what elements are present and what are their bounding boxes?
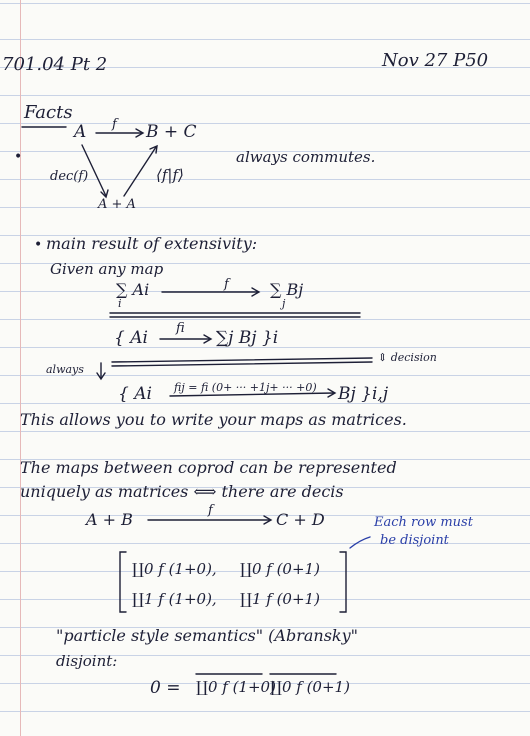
- index-j: j: [282, 297, 286, 310]
- extensivity-heading: main result of extensivity:: [46, 234, 258, 253]
- disjoint-label: disjoint:: [56, 652, 118, 670]
- matrix-entry-2-2: ∐1 f (0+1): [240, 590, 320, 608]
- sum-bj: ∑ Bj: [270, 280, 304, 299]
- arrow-label-f: f: [112, 117, 117, 132]
- index-i: i: [118, 297, 122, 310]
- arrow-label-fi: fi: [176, 321, 185, 336]
- matrix-entry-1-1: ∐0 f (1+0),: [132, 560, 217, 578]
- matrices-conclusion: This allows you to write your maps as matrices.: [20, 410, 407, 429]
- bottom-family-bj: Bj }i,j: [338, 384, 389, 404]
- always-label: always: [46, 363, 84, 376]
- page-date: Nov 27 P50: [382, 50, 489, 71]
- family-ai: { Ai: [114, 328, 148, 348]
- row-note-line-1: Each row must: [374, 515, 473, 530]
- map-dec-f: dec(f): [50, 169, 89, 184]
- facts-heading: Facts: [24, 102, 73, 123]
- arrow-label-fij: fij = fi (0+ ··· +1j+ ··· +0): [174, 381, 317, 394]
- sum-ai: ∑ Ai: [116, 280, 150, 299]
- arrow-label-f: f: [208, 503, 213, 518]
- row-note-line-2: be disjoint: [380, 533, 449, 548]
- page-id: 701.04 Pt 2: [2, 54, 108, 75]
- node-a: A: [74, 122, 87, 142]
- bullet: •: [14, 149, 23, 165]
- node-b-plus-c: B + C: [146, 122, 197, 142]
- family-sum-bj: ∑j Bj }i: [216, 328, 279, 348]
- decision-label: ⇕ decision: [378, 351, 437, 364]
- equation-lhs: 0 =: [150, 678, 181, 698]
- equation-term-2: ∐0 f (0+1): [270, 678, 350, 696]
- bullet: •: [34, 237, 43, 253]
- matrix-entry-2-1: ∐1 f (1+0),: [132, 590, 217, 608]
- equation-term-1: ∐0 f (1+0): [196, 678, 276, 696]
- node-a-plus-a: A + A: [98, 197, 136, 212]
- semantics-quote: "particle style semantics" (Abransky": [56, 626, 359, 645]
- coprod-line-2: uniquely as matrices ⟺ there are decis: [20, 482, 344, 501]
- domain-a-plus-b: A + B: [86, 510, 133, 529]
- given-line: Given any map: [50, 260, 164, 278]
- codomain-c-plus-d: C + D: [276, 510, 325, 529]
- map-copair-f: ⟨f|f⟩: [156, 166, 184, 184]
- arrow-label-f: f: [224, 277, 229, 292]
- commutes-note: always commutes.: [236, 148, 376, 166]
- matrix-entry-1-2: ∐0 f (0+1): [240, 560, 320, 578]
- bottom-family-ai: { Ai: [118, 384, 152, 404]
- coprod-line-1: The maps between coprod can be represented: [20, 458, 397, 477]
